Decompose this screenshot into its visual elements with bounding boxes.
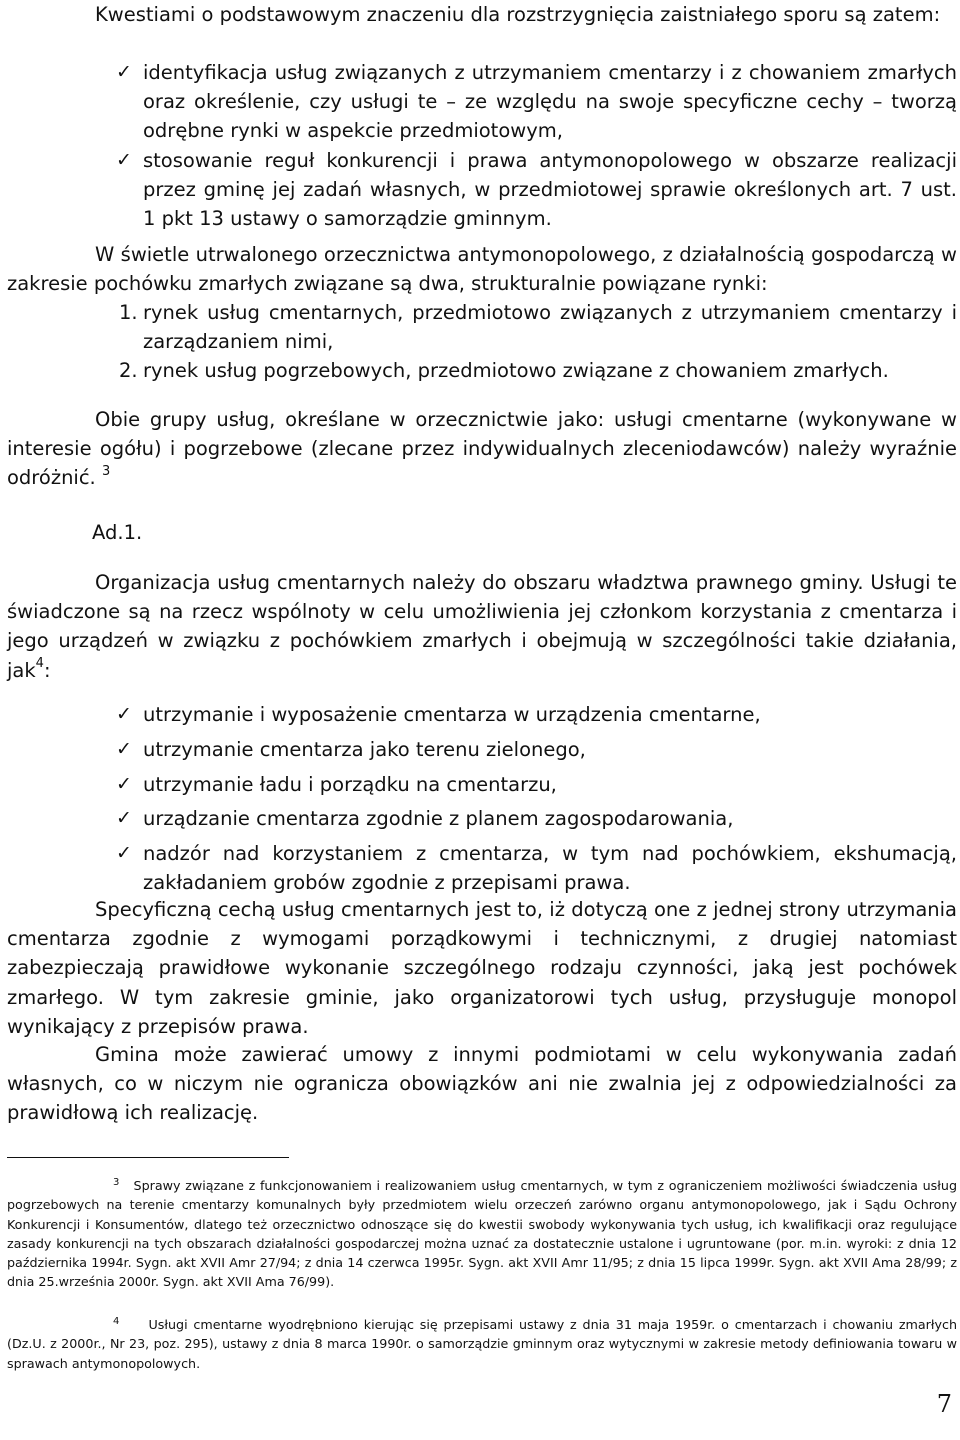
check-list-item-text: stosowanie reguł konkurencji i prawa antymonopolowego w obszarze realizacji przez gminę jej zadań własnych, w przedmiotowej sprawie określonych art. 7 ust. 1 pkt 13 ustawy o samorządzie gminnym. bbox=[143, 148, 957, 231]
check-icon: ✓ bbox=[116, 61, 132, 83]
footnote-separator bbox=[7, 1157, 289, 1158]
groups-paragraph bbox=[7, 405, 957, 493]
check-list-item bbox=[116, 770, 957, 799]
footnote-number: 4 bbox=[113, 1316, 120, 1327]
check-list-item bbox=[116, 700, 957, 729]
commune-block bbox=[7, 1040, 957, 1128]
organization-paragraph bbox=[7, 568, 957, 685]
organization-paragraph-suffix: : bbox=[43, 658, 51, 682]
check-list-item bbox=[116, 735, 957, 764]
footnote-paragraph bbox=[7, 1315, 957, 1373]
check-icon: ✓ bbox=[116, 737, 132, 760]
footnote-reference[interactable]: 4 bbox=[35, 656, 44, 672]
markets-intro-paragraph: W świetle utrwalonego orzecznictwa antymonopolowego, z działalnością gospodarczą w zakresie pochówku zmarłych związane są dwa, strukturalnie powiązane rynki: bbox=[7, 243, 957, 296]
check-list-item-text: utrzymanie cmentarza jako terenu zielonego, bbox=[143, 737, 586, 761]
footnote-reference[interactable]: 3 bbox=[101, 463, 111, 479]
markets-list bbox=[119, 298, 957, 386]
list-number: 1. bbox=[119, 301, 138, 324]
footnote-4 bbox=[7, 1315, 957, 1373]
footnote-paragraph bbox=[7, 1176, 957, 1292]
check-icon: ✓ bbox=[116, 807, 132, 830]
check-list-item-text: identyfikacja usług związanych z utrzymaniem cmentarzy i z chowaniem zmarłych oraz określenie, czy usługi te – ze względu na swoje specyficzne cechy – tworzą odrębne rynki w aspekcie przedmiotowym, bbox=[143, 61, 957, 143]
check-list-item-text: utrzymanie ładu i porządku na cmentarzu, bbox=[143, 772, 557, 796]
groups-paragraph-text: Obie grupy usług, określane w orzecznictwie jako: usługi cmentarne (wykonywane w interesie ogółu) i pogrzebowe (zlecane przez indywidualnych zleceniodawców) należy wyraźnie odróżnić. bbox=[7, 408, 957, 490]
markets-list-item-text: rynek usług pogrzebowych, przedmiotowo związane z chowaniem zmarłych. bbox=[143, 359, 889, 383]
check-list-activities bbox=[116, 700, 957, 898]
commune-paragraph: Gmina może zawierać umowy z innymi podmiotami w celu wykonywania zadań własnych, co w niczym nie ogranicza obowiązków ani nie zwalnia jej z odpowiedzialności za prawidłową ich realizację. bbox=[7, 1043, 957, 1125]
intro-paragraph: Kwestiami o podstawowym znaczeniu dla rozstrzygnięcia zaistniałego sporu są zatem: bbox=[95, 3, 941, 26]
markets-intro-block bbox=[7, 240, 957, 298]
page-number: 7 bbox=[936, 1390, 952, 1418]
check-icon: ✓ bbox=[116, 842, 132, 865]
organization-paragraph-text: Organizacja usług cmentarnych należy do obszaru władztwa prawnego gminy. Usługi te świadczone są na rzecz wspólnoty w celu umożliwienia jej członkom korzystania z cmentarza i jego urządzeń w związku z pochówkiem zmarłych i obejmują w szczególności takie działania, jak bbox=[7, 571, 957, 682]
check-list-item-text: utrzymanie i wyposażenie cmentarza w urządzenia cmentarne, bbox=[143, 703, 761, 726]
check-icon: ✓ bbox=[116, 148, 132, 171]
check-list-item bbox=[116, 58, 957, 146]
markets-list-item bbox=[119, 356, 957, 385]
check-icon: ✓ bbox=[116, 772, 132, 795]
list-number: 2. bbox=[119, 359, 138, 383]
section-heading: Ad.1. bbox=[92, 521, 143, 544]
section-heading-block bbox=[92, 518, 392, 547]
check-icon: ✓ bbox=[116, 703, 132, 725]
intro-block bbox=[7, 0, 957, 29]
check-list-issues bbox=[116, 58, 957, 233]
check-list-item bbox=[116, 839, 957, 897]
groups-block bbox=[7, 405, 957, 493]
footnote-text: Sprawy związane z funkcjonowaniem i realizowaniem usług cmentarnych, w tym z ograniczeniem możliwości świadczenia usług pogrzebowych na terenie cmentarzy komunalnych były przedmiotem wielu orzeczeń zarówno organu antymonopolowego, jak i Sądu Ochrony Konkurencji i Konsumentów, dlatego też orzecznictwo odnoszące się do kwestii swobody wykonywania tych usług, ich kwalifikacji oraz regulujące zasady konkurencji na tych obszarach działalności gospodarczej można uznać za dostatecznie ustalone i ugruntowane (por. m.in. wyroki: z dnia 12 października 1994r. Sygn. akt XVII Amr 27/94; z dnia 14 czerwca 1995r. Sygn. akt XVII Amr 11/95; z dnia 15 lipca 1999r. Sygn. akt XVII Ama 28/99; z dnia 25.września 2000r. Sygn. akt XVII Ama 76/99). bbox=[7, 1178, 957, 1290]
footnote-text: Usługi cmentarne wyodrębniono kierując się przepisami ustawy z dnia 31 maja 1959r. o cmentarzach i chowaniu zmarłych (Dz.U. z 2000r., Nr 23, poz. 295), ustawy z dnia 8 marca 1990r. o samorządzie gminnym oraz wytycznymi w zakresie metody definiowania towaru w sprawach antymonopolowych. bbox=[7, 1317, 958, 1371]
specific-block bbox=[7, 895, 957, 1041]
check-list-item bbox=[116, 804, 957, 833]
check-list-item bbox=[116, 146, 957, 234]
organization-block bbox=[7, 568, 957, 685]
specific-paragraph: Specyficzną cechą usług cmentarnych jest to, iż dotyczą one z jednej strony utrzymania cmentarza zgodnie z wymogami porządkowymi i technicznymi, z drugiej natomiast zabezpieczają prawidłowe wykonanie szczególnego rodzaju czynności, jaką jest pochówek zmarłego. W tym zakresie gminie, jako organizatorowi tych usług, przysługuje monopol wynikający z przepisów prawa. bbox=[7, 898, 957, 1038]
check-list-item-text: urządzanie cmentarza zgodnie z planem zagospodarowania, bbox=[143, 807, 734, 831]
check-list-item-text: nadzór nad korzystaniem z cmentarza, w tym nad pochówkiem, ekshumacją, zakładaniem grobów zgodnie z przepisami prawa. bbox=[143, 842, 957, 895]
footnote-3 bbox=[7, 1176, 957, 1292]
markets-list-item-text: rynek usług cmentarnych, przedmiotowo związanych z utrzymaniem cmentarzy i zarządzaniem nimi, bbox=[143, 301, 957, 354]
markets-list-item bbox=[119, 298, 957, 356]
footnote-number: 3 bbox=[113, 1177, 120, 1188]
